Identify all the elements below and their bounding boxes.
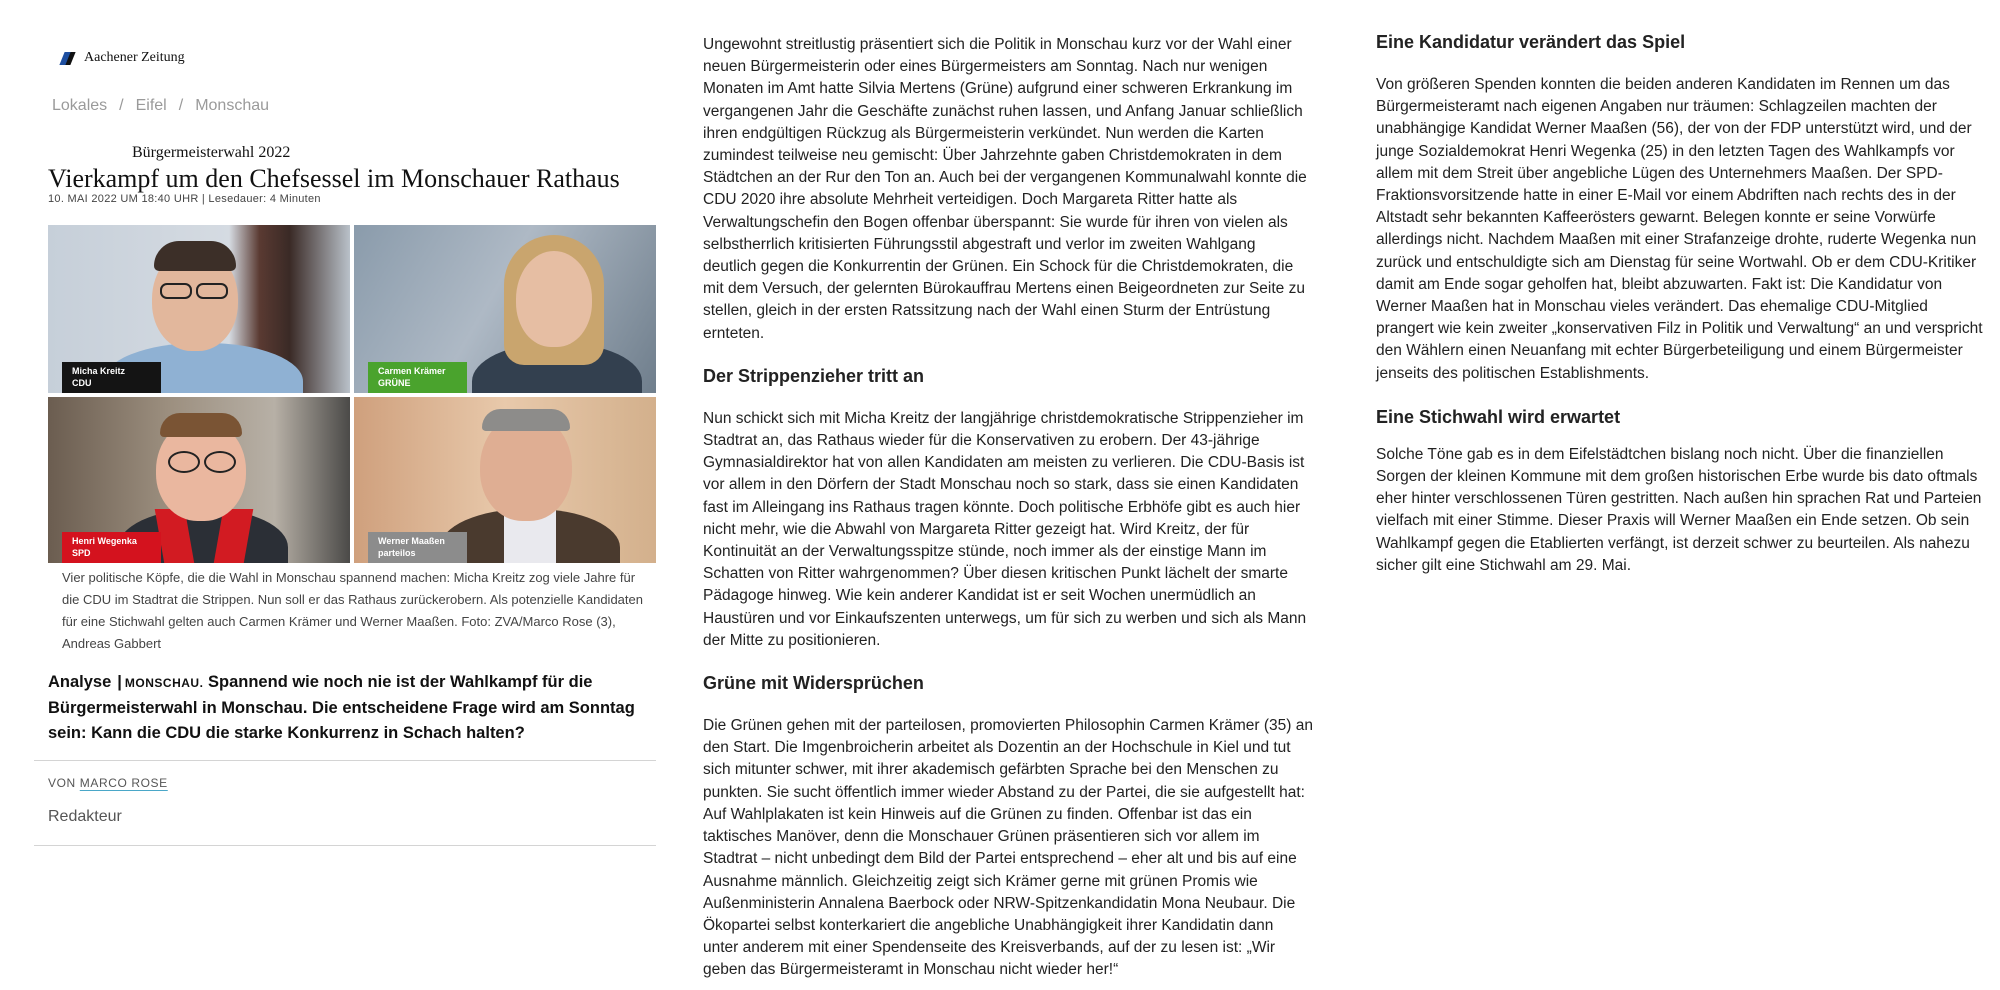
- brand-name: Aachener Zeitung: [84, 50, 185, 65]
- candidate-name: Micha Kreitz: [72, 366, 126, 376]
- body-paragraph: Ungewohnt streitlustig präsentiert sich die Politik in Monschau kurz vor der Wahl einer neuen Bürgermeisterin oder eines Bürgermeisters am Sonntag. Nach nur wenigen Monaten im Amt hatte Silvia Mertens (Grüne) aufgrund einer schweren Erkrankung im vergangenen Jahr die Geschäfte zunächst ruhen lassen, und Anfang Januar schließlich ihren endgültigen Rückzug als Bürgermeisterin verkündet. Nun werden die Karten zumindest teilweise neu gemischt: Über Jahrzehnte gaben Christdemokraten in dem Städtchen an der Rur den Ton an. Auch bei der vergangenen Kommunalwahl konnte die CDU 2020 ihre absolute Mehrheit verteidigen. Doch Margareta Ritter hatte als Verwaltungschefin den Bogen offenbar überspannt: Sie wurde für ihren von vielen als selbstherrlich kritisierten Führungsstil abgestraft und verlor im zweiten Wahlgang deutlich gegen die Konkurrentin der Grünen. Ein Schock für die Christdemokraten, die mit dem Versuch, der gelernten Bürokauffrau Mertens einen Beigeordneten zur Seite zu stellen, gleich in der ersten Ratssitzung nach der Wahl einen Sturm der Entrüstung ernteten.: [703, 36, 1307, 342]
- breadcrumb-item-monschau[interactable]: Monschau: [195, 97, 270, 114]
- breadcrumb-separator: /: [178, 97, 184, 114]
- brand-logo-icon: [62, 51, 76, 65]
- article-meta: 10. MAI 2022 UM 18:40 UHR | Lesedauer: 4 Minuten: [48, 193, 321, 205]
- candidate-label: [368, 532, 467, 563]
- brand-logo[interactable]: [62, 50, 185, 66]
- candidate-party: CDU: [72, 378, 92, 388]
- body-subheading: Eine Kandidatur verändert das Spiel: [1376, 32, 1686, 52]
- candidate-photo-kreitz[interactable]: [48, 225, 350, 393]
- body-paragraph: Von größeren Spenden konnten die beiden anderen Kandidaten im Rennen um das Bürgermeisteramt nach eigenen Angaben nur träumen: Schlagzeilen machten der unabhängige Kandidat Werner Maaßen (56), der von der FDP unterstützt wird, und der junge Sozialdemokrat Henri Wegenka (25) in den letzten Tagen des Wahlkampfs vor allem mit dem Streit über angebliche Lügen des Unternehmers Maaßen. Der SPD-Fraktionsvorsitzende hatte in einer E-Mail vor einem Abdriften nach rechts des in der Altstadt sehr bekannten Kaffeerösters gewarnt. Belegen konnte er seine Vorwürfe allerdings nicht. Nachdem Maaßen mit einer Strafanzeige drohte, ruderte Wegenka nun zurück und entschuldigte sich am Dienstag für seine Wortwahl. Ob er dem CDU-Kritiker damit am Ende sogar geholfen hat, bleibt abzuwarten. Fakt ist: Die Kandidatur von Werner Maaßen hat in Monschau vieles verändert. Das ehemalige CDU-Mitglied prangert wie kein zweiter „konservativen Filz in Politik und Verwaltung“ an und verspricht den Wählern einen Neuanfang mit echter Bürgerbeteiligung und einem Bürgermeister jenseits des politischen Establishments.: [1376, 76, 1983, 382]
- article-lead: [48, 670, 648, 746]
- candidate-photo-grid[interactable]: [48, 225, 656, 563]
- article-title: Vierkampf um den Chefsessel im Monschauer Rathaus: [48, 164, 620, 193]
- lead-label: Analyse: [48, 673, 112, 691]
- breadcrumb-item-lokales[interactable]: Lokales: [52, 97, 108, 114]
- lead-text: Spannend wie noch nie ist der Wahlkampf für die Bürgermeisterwahl in Monschau. Die entscheidene Frage wird am Sonntag sein: Kann die CDU die starke Konkurrenz in Schach halten?: [48, 673, 635, 742]
- candidate-photo-wegenka[interactable]: [48, 397, 350, 563]
- body-subheading: Eine Stichwahl wird erwartet: [1376, 406, 1621, 427]
- lead-place: MONSCHAU.: [124, 676, 204, 690]
- body-paragraph: Nun schickt sich mit Micha Kreitz der langjährige christdemokratische Strippenzieher im Stadtrat an, das Rathaus wieder für die Konservativen zu erobern. Der 43-jährige Gymnasialdirektor hat von allen Kandidaten am meisten zu verlieren. Die CDU-Basis ist vor allem in den Dörfern der Stadt Monschau noch so stark, dass sie einen Kandidaten fast im Alleingang ins Rathaus tragen könnte. Doch politische Erbhöfe gibt es auch hier nicht mehr, wie die Abwahl von Margareta Ritter gezeigt hat. Wird Kreitz, der für Kontinuität an der Verwaltungsspitze stünde, noch immer als der einstige Mann im Schatten von Ritter wahrgenommen? Über diesen kritischen Punkt lächelt der smarte Pädagoge hinweg. Wie kein anderer Kandidat ist er seit Wochen unermüdlich an Haustüren und vor Einkaufszenten unterwegs, um für sich zu werben und sich als Mann der Mitte zu positionieren.: [703, 409, 1307, 649]
- candidate-photo-maassen[interactable]: [354, 397, 656, 563]
- author-box: [34, 760, 656, 846]
- author-byline: [48, 776, 168, 790]
- body-paragraph: Die Grünen gehen mit der parteilosen, promovierten Philosophin Carmen Krämer (35) an den Start. Die Imgenbroicherin arbeitet als Dozentin an der Hochschule in Kiel und tut sich mitunter schwer, mit ihrer akademisch gefärbten Sprache bei den Menschen zu punkten. Sie sucht öffentlich immer wieder Abstand zu der Partei, die sie aufgestellt hat: Auf Wahlplakaten ist kein Hinweis auf die Grünen zu finden. Offenbar ist das ein taktisches Manöver, denn die Monschauer Grünen präsentieren sich vor allem im Stadtrat – nicht unbedingt dem Bild der Partei entsprechend – eher alt und bis auf eine Ausnahme männlich. Gleichzeitig zeigt sich Krämer gerne mit grünen Promis wie Außenministerin Annalena Baerbock oder NRW-Spitzenkandidatin Mona Neubaur. Die Ökopartei selbst konterkariert die angebliche Unabhängigkeit ihrer Kandidatin dann unter anderem mit einer Spendenseite des Kreisverbands, auf der zu lesen ist: „Wir geben das Bürgermeisteramt in Monschau nicht wieder her!“: [703, 717, 1313, 979]
- candidate-name: Werner Maaßen: [378, 536, 445, 546]
- article-body-column-2: [1376, 30, 1988, 577]
- candidate-label: [368, 362, 467, 393]
- candidate-party: GRÜNE: [378, 378, 411, 388]
- breadcrumb-item-eifel[interactable]: Eifel: [135, 97, 167, 114]
- byline-prefix: VON: [48, 776, 76, 790]
- lead-separator: |: [117, 673, 122, 691]
- author-link[interactable]: MARCO ROSE: [79, 776, 168, 790]
- candidate-photo-kraemer[interactable]: [354, 225, 656, 393]
- body-subheading: Grüne mit Widersprüchen: [703, 673, 924, 694]
- article-body-column-1: [703, 34, 1313, 982]
- author-role: Redakteur: [48, 808, 122, 825]
- candidate-party: parteilos: [378, 548, 416, 558]
- article-header-column: [34, 0, 656, 990]
- candidate-name: Carmen Krämer: [378, 366, 446, 376]
- breadcrumb: [52, 97, 269, 115]
- article-kicker: Bürgermeisterwahl 2022: [132, 144, 291, 161]
- body-paragraph: Solche Töne gab es in dem Eifelstädtchen bislang noch nicht. Über die finanziellen Sorgen der kleinen Kommune mit dem großen historischen Erbe wurde bis dato oftmals eher hinter verschlossenen Türen gestritten. Nach außen hin sprachen Rat und Parteien vielfach mit einer Stimme. Dieser Praxis will Werner Maaßen ein Ende setzen. Ob sein Wahlkampf gegen die Etablierten verfängt, ist derzeit schwer zu beurteilen. Als nahezu sicher gilt eine Stichwahl am 29. Mai.: [1376, 445, 1982, 574]
- candidate-party: SPD: [72, 548, 91, 558]
- candidate-name: Henri Wegenka: [72, 536, 137, 546]
- photo-caption: Vier politische Köpfe, die die Wahl in Monschau spannend machen: Micha Kreitz zog viele Jahre für die CDU im Stadtrat die Strippen. Nun soll er das Rathaus zurückerobern. Als potenzielle Kandidaten für eine Stichwahl gelten auch Carmen Krämer und Werner Maaßen. Foto: ZVA/Marco Rose (3), Andreas Gabbert: [62, 570, 643, 651]
- candidate-label: [62, 362, 161, 393]
- body-subheading: Der Strippenzieher tritt an: [703, 365, 925, 386]
- candidate-label: [62, 532, 161, 563]
- breadcrumb-separator: /: [119, 97, 124, 114]
